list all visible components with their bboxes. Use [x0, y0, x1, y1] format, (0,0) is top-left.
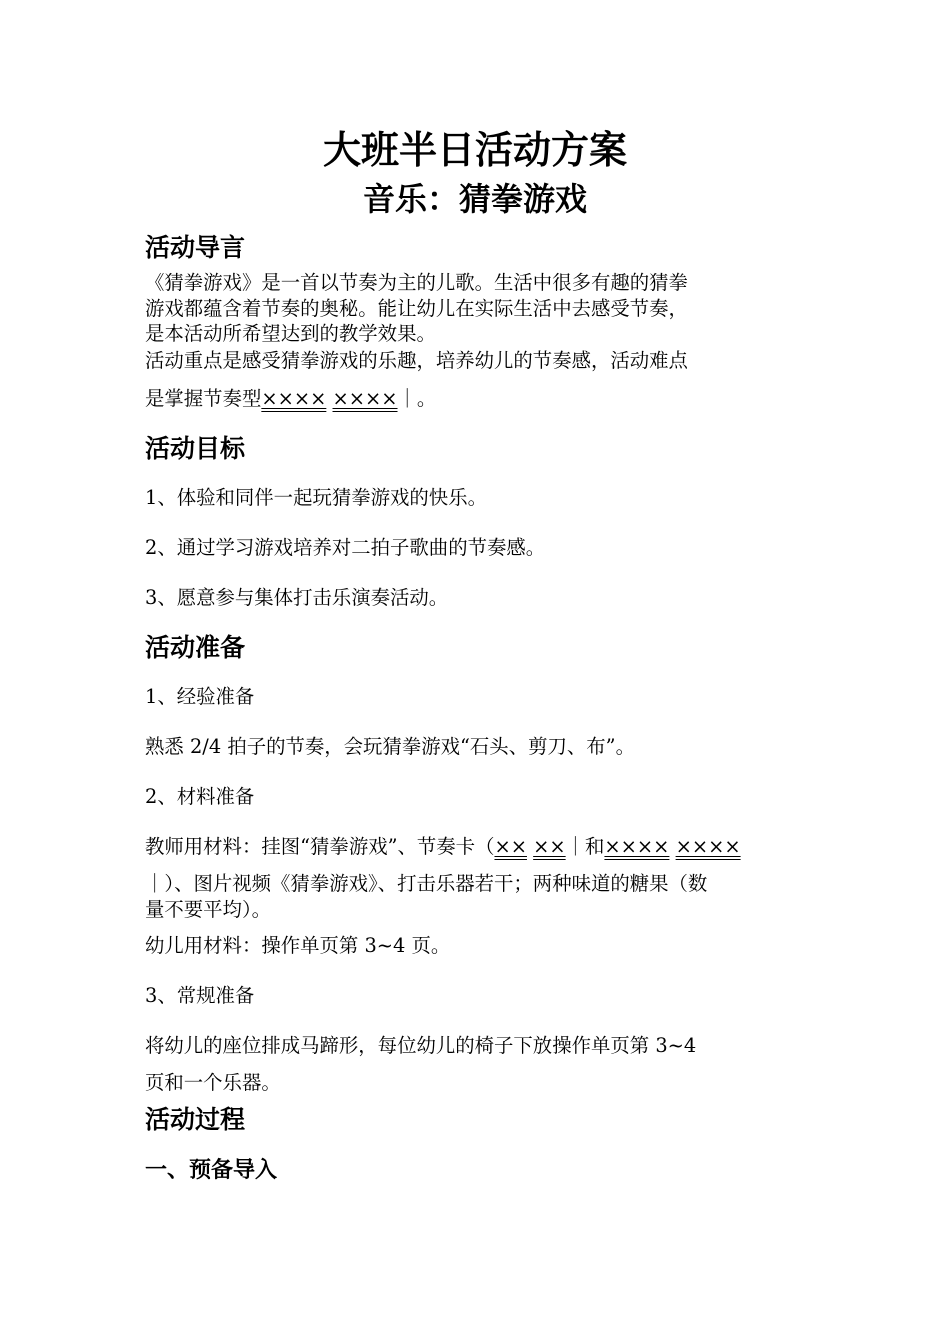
prep-materials-line-1	[145, 834, 741, 859]
process-step-1-heading: 一、预备导入	[145, 1158, 278, 1183]
intro-line-5-suffix: ｜。	[397, 387, 437, 410]
intro-line-1: 《猜拳游戏》是一首以节奏为主的儿歌。生活中很多有趣的猜拳	[145, 271, 688, 294]
prep-routine-line-1: 将幼儿的座位排成马蹄形，每位幼儿的椅子下放操作单页第 3~4	[145, 1034, 697, 1057]
intro-line-3: 是本活动所希望达到的教学效果。	[145, 322, 436, 345]
prep-experience-text: 熟悉 2/4 拍子的节奏，会玩猜拳游戏“石头、剪刀、布”。	[145, 735, 635, 758]
section-heading-goals: 活动目标	[145, 434, 246, 463]
section-heading-prep: 活动准备	[145, 633, 246, 662]
prep-child-materials: 幼儿用材料：操作单页第 3~4 页。	[145, 934, 451, 957]
page-subtitle: 音乐：猜拳游戏	[362, 180, 587, 218]
prep-routine-line-2: 页和一个乐器。	[145, 1071, 281, 1094]
prep-experience-label: 1、经验准备	[145, 685, 255, 708]
intro-line-5-prefix: 是掌握节奏型	[145, 387, 262, 410]
page-title: 大班半日活动方案	[322, 128, 627, 172]
materials-line-1-prefix: 教师用材料：挂图“猜拳游戏”、节奏卡（	[145, 835, 495, 858]
goal-item-2: 2、通过学习游戏培养对二拍子歌曲的节奏感。	[145, 536, 546, 559]
prep-materials-label: 2、材料准备	[145, 785, 255, 808]
intro-line-2: 游戏都蕴含着节奏的奥秘。能让幼儿在实际生活中去感受节奏，	[145, 297, 688, 320]
prep-materials-line-2: ｜）、图片视频《猜拳游戏》、打击乐器若干；两种味道的糖果（数	[145, 872, 708, 895]
intro-line-5	[145, 386, 436, 411]
prep-routine-label: 3、常规准备	[145, 984, 255, 1007]
rhythm-card-1: ××	[494, 835, 527, 858]
section-heading-process: 活动过程	[145, 1105, 246, 1134]
rhythm-card-4: ××××	[675, 835, 741, 858]
prep-materials-line-3: 量不要平均）。	[145, 898, 272, 921]
materials-line-1-mid: ｜和	[565, 835, 605, 858]
intro-line-4: 活动重点是感受猜拳游戏的乐趣，培养幼儿的节奏感，活动难点	[145, 349, 688, 372]
rhythm-card-2: ××	[533, 835, 566, 858]
rhythm-pattern-b: ××××	[332, 387, 398, 410]
goal-item-1: 1、体验和同伴一起玩猜拳游戏的快乐。	[145, 486, 487, 509]
section-heading-intro: 活动导言	[145, 233, 246, 262]
goal-item-3: 3、愿意参与集体打击乐演奏活动。	[145, 586, 449, 609]
rhythm-card-3: ××××	[604, 835, 670, 858]
rhythm-pattern-a: ××××	[261, 387, 327, 410]
